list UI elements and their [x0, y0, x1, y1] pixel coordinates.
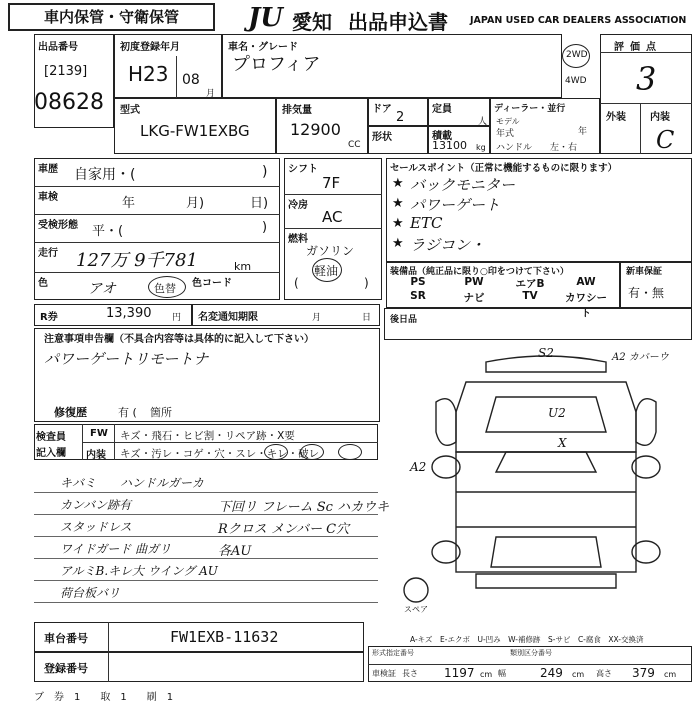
form-title: 出品申込書 — [348, 10, 448, 34]
star-icon: ★ — [392, 196, 404, 211]
lot-code: [2139] — [44, 64, 88, 79]
footer-text: ブ 券 1 取 1 刷 1 — [34, 692, 174, 703]
model-year-label2: 年式 — [496, 129, 515, 139]
inspection-month: 月) — [186, 196, 205, 211]
shift-value: 7F — [322, 174, 341, 192]
dim-row-label: 車検証 — [372, 669, 396, 678]
color-value: アオ — [88, 281, 116, 297]
recycle-value: 13,390 — [106, 306, 152, 321]
inspector-note-right: 各AU — [218, 544, 252, 559]
car-name-label: 車名・グレード — [228, 42, 298, 53]
vehicle-damage-diagram — [396, 342, 696, 632]
color-change: 色替 — [154, 282, 176, 295]
fuel-light-oil: 軽油 — [314, 264, 339, 278]
inspector-row1: キズ・飛石・ヒビ割・リペア跡・X要 — [120, 430, 295, 442]
registration-label: 初度登録年月 — [120, 42, 180, 53]
length-value: 1197 — [444, 666, 475, 680]
selling-point-item: バックモニター — [410, 176, 516, 194]
inspector-row2: キズ・汚レ・コゲ・穴・スレ・キレ・破レ — [120, 448, 320, 460]
ac-value: AC — [322, 208, 343, 226]
inspector-label2: 記入欄 — [36, 448, 66, 459]
repair-suffix: 箇所 — [150, 406, 172, 419]
drive-4wd: 4WD — [565, 76, 587, 86]
exterior-label: 外装 — [606, 112, 626, 123]
shift-label: シフト — [288, 164, 318, 175]
diagram-mark-a2-cover: A2 カバーウ — [612, 352, 669, 363]
diagram-mark-a2: A2 — [410, 460, 427, 474]
height-unit: cm — [664, 670, 677, 679]
history-label: 車歴 — [38, 164, 58, 175]
equipment-item: TV — [522, 290, 538, 302]
model-type-label: 型式 — [120, 105, 140, 116]
displacement-label: 排気量 — [282, 105, 312, 116]
fuel-paren-open: ( — [294, 276, 299, 290]
equipment-item: AW — [576, 276, 596, 288]
tax-label: 名変通知期限 — [198, 312, 258, 323]
history-value: 自家用・( — [74, 167, 136, 183]
registration-month-unit: 月 — [206, 89, 216, 99]
height-value: 379 — [632, 666, 655, 680]
fuel-label: 燃料 — [288, 234, 308, 245]
inspector-note: アルミB.キレ大 ウイング AU — [60, 564, 218, 578]
interior-label: 内装 — [650, 112, 670, 123]
model-year-unit: 年 — [578, 127, 588, 137]
rating-value: 3 — [636, 60, 657, 98]
tax-day: 日 — [362, 313, 372, 323]
handle-value: 左・右 — [550, 143, 578, 153]
inspector-note: ワイドガード 曲ガリ — [60, 542, 172, 556]
star-icon: ★ — [392, 216, 404, 231]
model-type-value: LKG-FW1EXBG — [140, 122, 250, 140]
capacity-unit: 人 — [478, 117, 488, 127]
mileage-unit: km — [234, 260, 252, 273]
equipment-item: カワシート — [565, 292, 607, 319]
color-code-label: 色コード — [192, 278, 232, 289]
repair-label: 修復歴 — [54, 406, 87, 419]
inspector-note-right: 下回リ フレーム Sc ハカウキ — [218, 500, 390, 515]
width-label: 幅 — [498, 669, 506, 678]
post-box — [384, 308, 692, 340]
mileage-label: 走行 — [38, 248, 58, 259]
inspector-note: 荷台板バリ — [60, 586, 121, 600]
selling-point-item: ETC — [410, 214, 443, 232]
diagram-legend: A-キズ E-エクボ U-凹み W-補修跡 S-サビ C-腐食 XX-交換済 — [410, 635, 644, 644]
length-unit: cm — [480, 670, 493, 679]
model-year-label: モデル — [496, 117, 520, 126]
star-icon: ★ — [392, 236, 404, 251]
dealer-label: ディーラー・並行 — [494, 104, 566, 114]
aid-label: 受検形態 — [38, 220, 78, 231]
load-value: 13100 — [432, 139, 467, 152]
doors-label: ドア — [372, 104, 392, 115]
equipment-item: SR — [410, 290, 426, 302]
displacement-value: 12900 — [290, 120, 341, 139]
aid-close: ) — [262, 220, 268, 235]
notes-label: 注意事項申告欄（不具合内容等は具体的に記入して下さい） — [44, 334, 314, 345]
notes-value: パワーゲートリモートナ — [44, 350, 209, 368]
drive-2wd: 2WD — [566, 50, 588, 60]
shape-label: 形状 — [372, 132, 392, 143]
reg-number-label: 登録番号 — [44, 662, 88, 675]
equipment-item: ナビ — [463, 292, 485, 304]
tax-month: 月 — [312, 313, 322, 323]
fuel-gasoline: ガソリン — [306, 244, 355, 258]
inspector-note: カンバン跡有 — [60, 498, 132, 512]
length-label: 長さ — [402, 669, 418, 678]
equipment-item: PS — [410, 276, 426, 288]
dim-header2: 類別区分番号 — [510, 649, 552, 657]
handle-label: ハンドル — [496, 143, 533, 153]
recycle-unit: 円 — [172, 313, 182, 323]
inspection-day: 日) — [250, 196, 269, 211]
chassis-value: FW1EXB-11632 — [170, 628, 279, 646]
lot-number-label: 出品番号 — [38, 42, 78, 53]
displacement-unit: CC — [348, 140, 361, 150]
ac-label: 冷房 — [288, 200, 308, 211]
load-label: 積載 — [432, 131, 452, 142]
selling-points-label: セールスポイント（正常に機能するものに限ります） — [390, 163, 618, 174]
registration-month: 08 — [182, 72, 200, 88]
fuel-paren-close: ) — [364, 276, 369, 290]
car-name-value: プロフィア — [232, 54, 321, 75]
equipment-label: 装備品（純正品に限り○印をつけて下さい） — [390, 267, 569, 277]
dim-header1: 形式指定番号 — [372, 649, 414, 657]
registration-year: H23 — [128, 62, 169, 86]
association-name: JAPAN USED CAR DEALERS ASSOCIATION — [470, 15, 687, 26]
height-label: 高さ — [596, 669, 612, 678]
doors-value: 2 — [396, 110, 405, 125]
inspector-note-right: Rクロス メンバー C穴 — [218, 522, 350, 537]
capacity-label: 定員 — [432, 104, 452, 115]
header-left-title: 車内保管・守衛保管 — [8, 3, 215, 31]
inspector-note: スタッドレス — [60, 520, 132, 534]
spare-label: スペア — [404, 605, 428, 614]
repair-value: 有 ( — [118, 406, 137, 419]
header-org: 愛知 — [292, 10, 332, 34]
recycle-label: R券 — [40, 312, 58, 323]
equipment-item: エアB — [515, 278, 545, 290]
equipment-item: PW — [464, 276, 484, 288]
inspector-label1: 検査員 — [36, 432, 66, 443]
diagram-mark-s2: S2 — [538, 346, 554, 360]
diagram-mark-x: X — [558, 436, 567, 450]
color-label: 色 — [38, 278, 48, 289]
star-icon: ★ — [392, 176, 404, 191]
interior-value: C — [656, 126, 675, 154]
ju-logo: JU — [248, 3, 283, 33]
diagram-mark-u2: U2 — [548, 406, 566, 420]
width-unit: cm — [572, 670, 585, 679]
mileage-value: 127万 9千781 — [76, 250, 198, 271]
lot-number: 08628 — [34, 90, 104, 115]
selling-point-item: ラジコン・ — [410, 236, 486, 254]
inspection-label: 車検 — [38, 192, 58, 203]
history-close: ) — [262, 164, 268, 180]
inspector-row2-tag: 内装 — [86, 450, 106, 461]
inspector-note: キバミ ハンドルガーカ — [60, 476, 204, 490]
post-label: 後日品 — [390, 315, 418, 325]
warranty-value: 有・無 — [628, 286, 665, 300]
inspection-year: 年 — [122, 196, 136, 211]
rating-label: 評価点 — [614, 42, 662, 53]
selling-point-item: パワーゲート — [410, 196, 501, 214]
width-value: 249 — [540, 666, 563, 680]
warranty-label: 新車保証 — [626, 267, 663, 277]
inspector-row1-tag: FW — [90, 428, 108, 439]
aid-value: 平・( — [92, 224, 124, 239]
chassis-label: 車台番号 — [44, 632, 88, 645]
load-unit: kg — [476, 143, 486, 152]
